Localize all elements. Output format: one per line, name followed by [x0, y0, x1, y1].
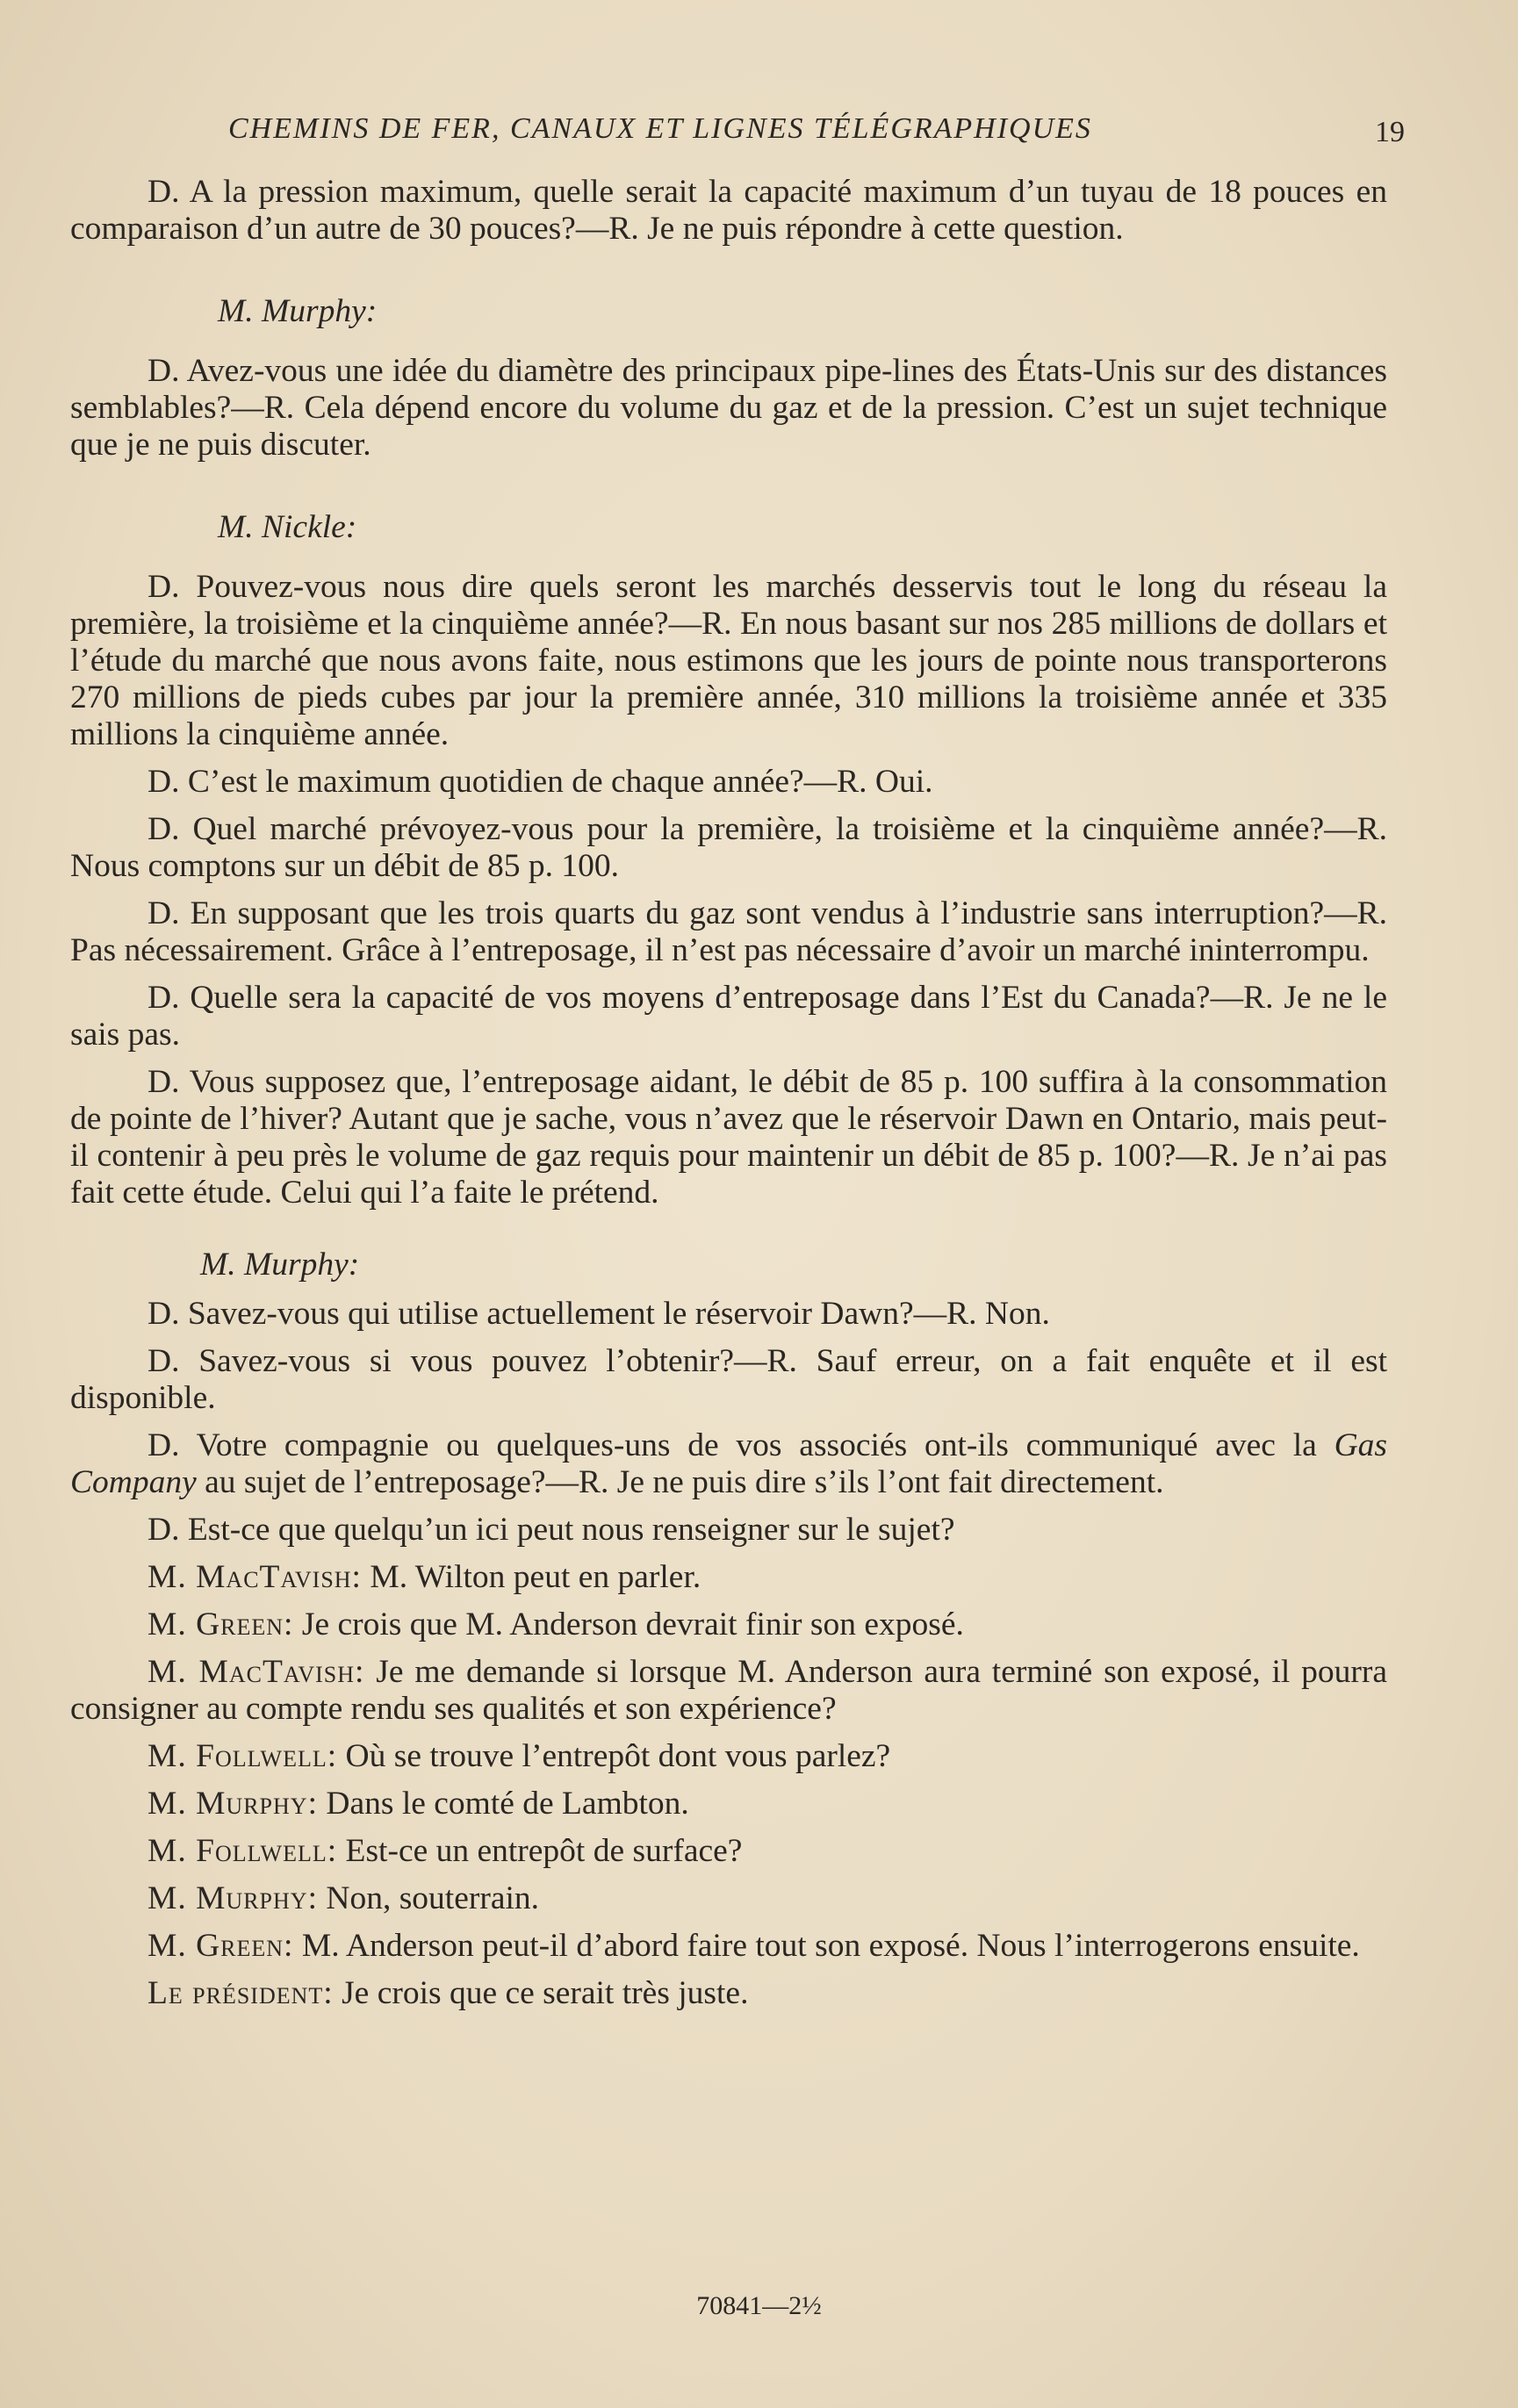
dialogue-line — [70, 1607, 1387, 1643]
speaker-label: M. MacTavish: — [147, 1654, 365, 1690]
dialogue-line — [70, 1738, 1387, 1775]
dialogue-text: Je me demande si lorsque M. Anderson aura terminé son exposé, il pourra consigner au compte rendu ses qualités et son expérience? — [70, 1654, 1387, 1727]
paragraph: D. Savez-vous si vous pouvez l’obtenir?—R. Sauf erreur, on a fait enquête et il est disponible. — [70, 1343, 1387, 1416]
dialogue-text: Non, souterrain. — [318, 1880, 540, 1916]
paragraph: D. Vous supposez que, l’entreposage aidant, le débit de 85 p. 100 suffira à la consommation de pointe de l’hiver? Autant que je sache, vous n’avez que le réservoir Dawn en Ontario, mais peut-il contenir à peu près le volume de gaz requis pour maintenir un débit de 85 p. 100?—R. Je n’ai pas fait cette étude. Celui qui l’a faite le prétend. — [70, 1064, 1387, 1211]
dialogue-text: Est-ce un entrepôt de surface? — [337, 1833, 743, 1869]
paragraph: D. Quel marché prévoyez-vous pour la première, la troisième et la cinquième année?—R. Nous comptons sur un débit de 85 p. 100. — [70, 811, 1387, 884]
speaker-label: M. Green: — [147, 1928, 294, 1964]
speaker-heading: M. Murphy: — [218, 293, 378, 329]
dialogue-text: Dans le comté de Lambton. — [318, 1786, 689, 1822]
paragraph: D. En supposant que les trois quarts du gaz sont vendus à l’industrie sans interruption?—R. Pas nécessairement. Grâce à l’entreposage, il n’est pas nécessaire d’avoir un marché ininterrompu. — [70, 895, 1387, 968]
paragraph: D. Quelle sera la capacité de vos moyens d’entreposage dans l’Est du Canada?—R. Je ne le sais pas. — [70, 980, 1387, 1053]
dialogue-line — [70, 1654, 1387, 1728]
page-footer — [0, 2291, 1518, 2321]
dialogue-text: Je crois que M. Anderson devrait finir son exposé. — [293, 1607, 964, 1642]
paragraph: D. C’est le maximum quotidien de chaque année?—R. Oui. — [147, 764, 933, 800]
dialogue-line — [70, 1786, 1387, 1822]
company-name: Gas Company — [70, 1427, 1387, 1500]
paragraph-text: D. Votre compagnie ou quelques-uns de vos associés ont-ils communiqué avec la — [147, 1427, 1335, 1463]
paragraph: D. Avez-vous une idée du diamètre des principaux pipe-lines des États-Unis sur des distances semblables?—R. Cela dépend encore du volume du gaz et de la pression. C’est un sujet technique que je ne puis discuter. — [70, 353, 1387, 463]
dialogue-line — [70, 1559, 1387, 1596]
speaker-label: M. Green: — [147, 1607, 294, 1642]
speaker-label: Le président: — [147, 1975, 334, 2011]
dialogue-text: M. Anderson peut-il d’abord faire tout son exposé. Nous l’interrogerons ensuite. — [293, 1928, 1360, 1964]
page-header — [79, 112, 1405, 156]
speaker-label: M. Follwell: — [147, 1833, 338, 1869]
paragraph — [70, 1427, 1387, 1501]
speaker-label: M. Murphy: — [147, 1880, 318, 1916]
page-number: 19 — [1375, 116, 1405, 148]
speaker-heading: M. Nickle: — [218, 509, 357, 545]
speaker-heading: M. Murphy: — [200, 1247, 360, 1283]
paragraph: D. Est-ce que quelqu’un ici peut nous renseigner sur le sujet? — [147, 1512, 955, 1548]
dialogue-text: Où se trouve l’entrepôt dont vous parlez? — [337, 1738, 891, 1774]
dialogue-line — [70, 1928, 1387, 1965]
paragraph: D. Savez-vous qui utilise actuellement le réservoir Dawn?—R. Non. — [147, 1296, 1050, 1332]
speaker-label: M. Follwell: — [147, 1738, 338, 1774]
paragraph-text: au sujet de l’entreposage?—R. Je ne puis dire s’ils l’ont fait directement. — [196, 1464, 1164, 1500]
printer-signature: 70841—2½ — [696, 2291, 822, 2320]
dialogue-line — [70, 1833, 1387, 1870]
paragraph: D. A la pression maximum, quelle serait la capacité maximum d’un tuyau de 18 pouces en comparaison d’un autre de 30 pouces?—R. Je ne puis répondre à cette question. — [70, 174, 1387, 247]
dialogue-text: M. Wilton peut en parler. — [361, 1559, 701, 1595]
dialogue-line — [70, 1880, 1387, 1917]
running-title: CHEMINS DE FER, CANAUX ET LIGNES TÉLÉGRAPHIQUES — [228, 112, 1092, 145]
dialogue-line — [70, 1975, 1387, 2012]
paragraph: D. Pouvez-vous nous dire quels seront les marchés desservis tout le long du réseau la première, la troisième et la cinquième année?—R. En nous basant sur nos 285 millions de dollars et l’étude du marché que nous avons faite, nous estimons que les jours de pointe nous transporterons 270 millions de pieds cubes par jour la première année, 310 millions la troisième année et 335 millions la cinquième année. — [70, 569, 1387, 752]
dialogue-text: Je crois que ce serait très juste. — [333, 1975, 749, 2011]
speaker-label: M. MacTavish: — [147, 1559, 362, 1595]
page-body — [70, 174, 1387, 2012]
speaker-label: M. Murphy: — [147, 1786, 318, 1822]
